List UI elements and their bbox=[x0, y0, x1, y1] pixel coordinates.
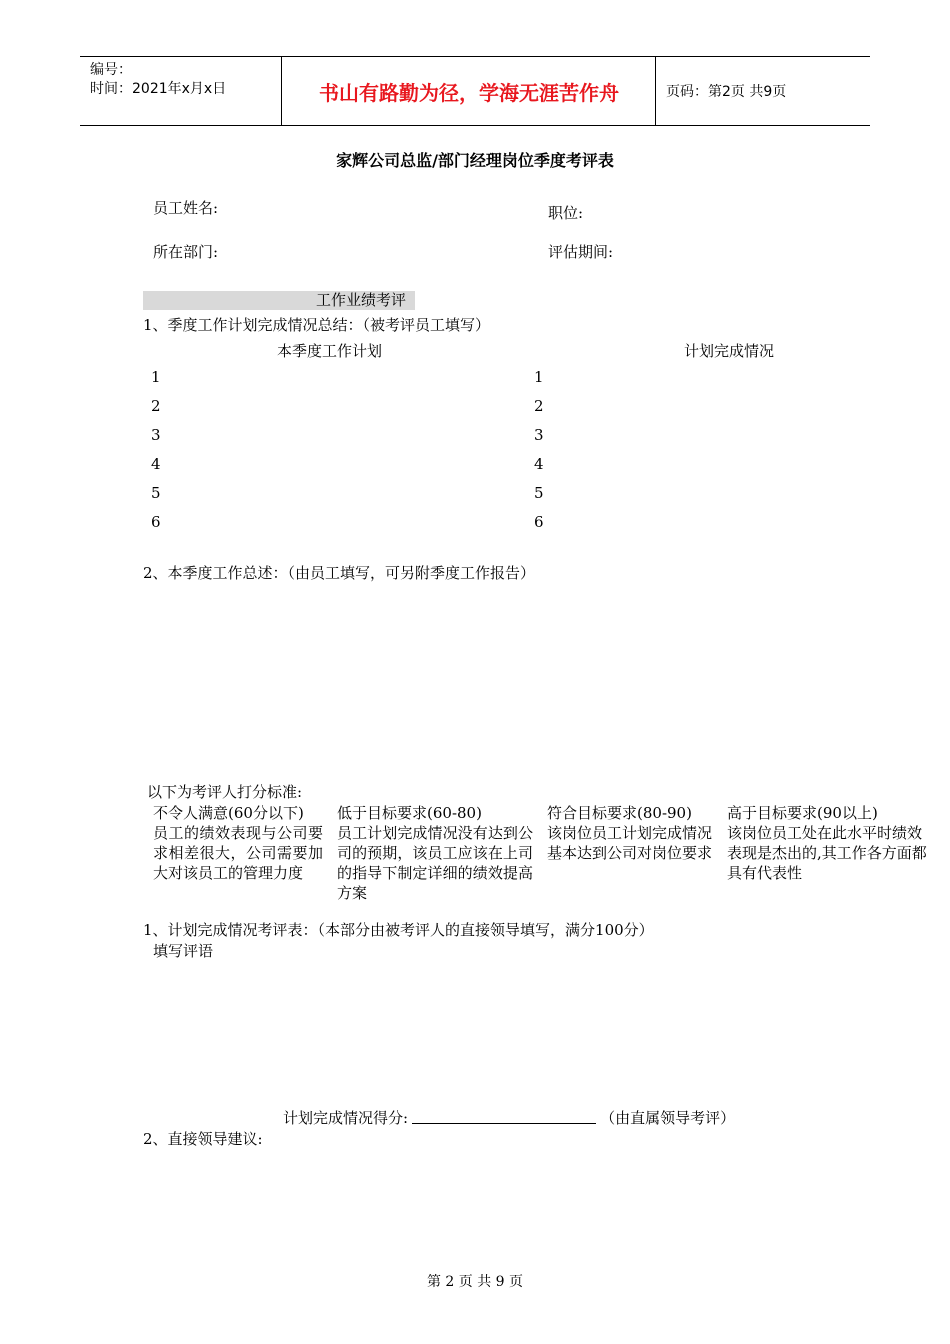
criteria-description: 该岗位员工计划完成情况基本达到公司对岗位要求 bbox=[547, 824, 713, 862]
plan-row-number: 3 bbox=[151, 426, 161, 444]
page-header bbox=[80, 56, 870, 126]
status-row-number: 1 bbox=[534, 368, 544, 386]
criteria-item bbox=[727, 803, 931, 883]
evaluation-question-1: 1、计划完成情况考评表：（本部分由被考评人的直接领导填写，满分100分） bbox=[143, 921, 654, 939]
column-status-header: 计划完成情况 bbox=[684, 342, 775, 360]
criteria-title: 高于目标要求(90以上) bbox=[727, 804, 878, 822]
score-label: 计划完成情况得分: bbox=[283, 1109, 409, 1127]
field-period: 评估期间: bbox=[548, 243, 614, 261]
field-name: 员工姓名: bbox=[153, 199, 219, 217]
question-1: 1、季度工作计划完成情况总结：（被考评员工填写） bbox=[143, 316, 491, 334]
status-row-number: 4 bbox=[534, 455, 544, 473]
criteria-item bbox=[337, 803, 533, 903]
plan-row-number: 2 bbox=[151, 397, 161, 415]
question-2: 2、本季度工作总述：（由员工填写，可另附季度工作报告） bbox=[143, 564, 536, 582]
status-row-number: 3 bbox=[534, 426, 544, 444]
header-meta bbox=[90, 61, 226, 99]
status-row-number: 2 bbox=[534, 397, 544, 415]
header-page-label: 页码：第2页 共9页 bbox=[666, 84, 787, 100]
score-input-line[interactable] bbox=[412, 1109, 596, 1124]
header-divider bbox=[655, 57, 656, 125]
criteria-description: 员工计划完成情况没有达到公司的预期，该员工应该在上司的指导下制定详细的绩效提高方案 bbox=[337, 824, 533, 902]
evaluation-question-2: 2、直接领导建议: bbox=[143, 1130, 263, 1148]
criteria-title: 不令人满意(60分以下) bbox=[153, 804, 304, 822]
status-row-number: 6 bbox=[534, 513, 544, 531]
criteria-item bbox=[547, 803, 713, 863]
column-plan-header: 本季度工作计划 bbox=[277, 342, 383, 360]
number-label: 编号： bbox=[90, 62, 132, 78]
criteria-title: 符合目标要求(80-90) bbox=[547, 804, 692, 822]
field-department: 所在部门: bbox=[153, 243, 219, 261]
plan-row-number: 4 bbox=[151, 455, 161, 473]
plan-row-number: 6 bbox=[151, 513, 161, 531]
criteria-description: 该岗位员工处在此水平时绩效表现是杰出的,其工作各方面都具有代表性 bbox=[727, 824, 927, 882]
plan-row-number: 5 bbox=[151, 484, 161, 502]
plan-row-number: 1 bbox=[151, 368, 161, 386]
section-heading: 工作业绩考评 bbox=[316, 291, 407, 309]
criteria-title: 低于目标要求(60-80) bbox=[337, 804, 482, 822]
score-row bbox=[283, 1107, 735, 1128]
criteria-item bbox=[153, 803, 323, 883]
status-row-number: 5 bbox=[534, 484, 544, 502]
criteria-description: 员工的绩效表现与公司要求相差很大，公司需要加大对该员工的管理力度 bbox=[153, 824, 323, 882]
page-footer: 第 2 页 共 9 页 bbox=[426, 1274, 524, 1290]
page-title: 家辉公司总监/部门经理岗位季度考评表 bbox=[336, 151, 614, 170]
criteria-intro: 以下为考评人打分标准: bbox=[147, 783, 303, 801]
field-position: 职位: bbox=[548, 204, 584, 222]
header-motto: 书山有路勤为径，学海无涯苦作舟 bbox=[319, 80, 619, 105]
fill-comments-label: 填写评语 bbox=[153, 942, 214, 960]
score-note: （由直属领导考评） bbox=[600, 1109, 736, 1127]
time-label: 时间：2021年x月x日 bbox=[90, 81, 227, 97]
